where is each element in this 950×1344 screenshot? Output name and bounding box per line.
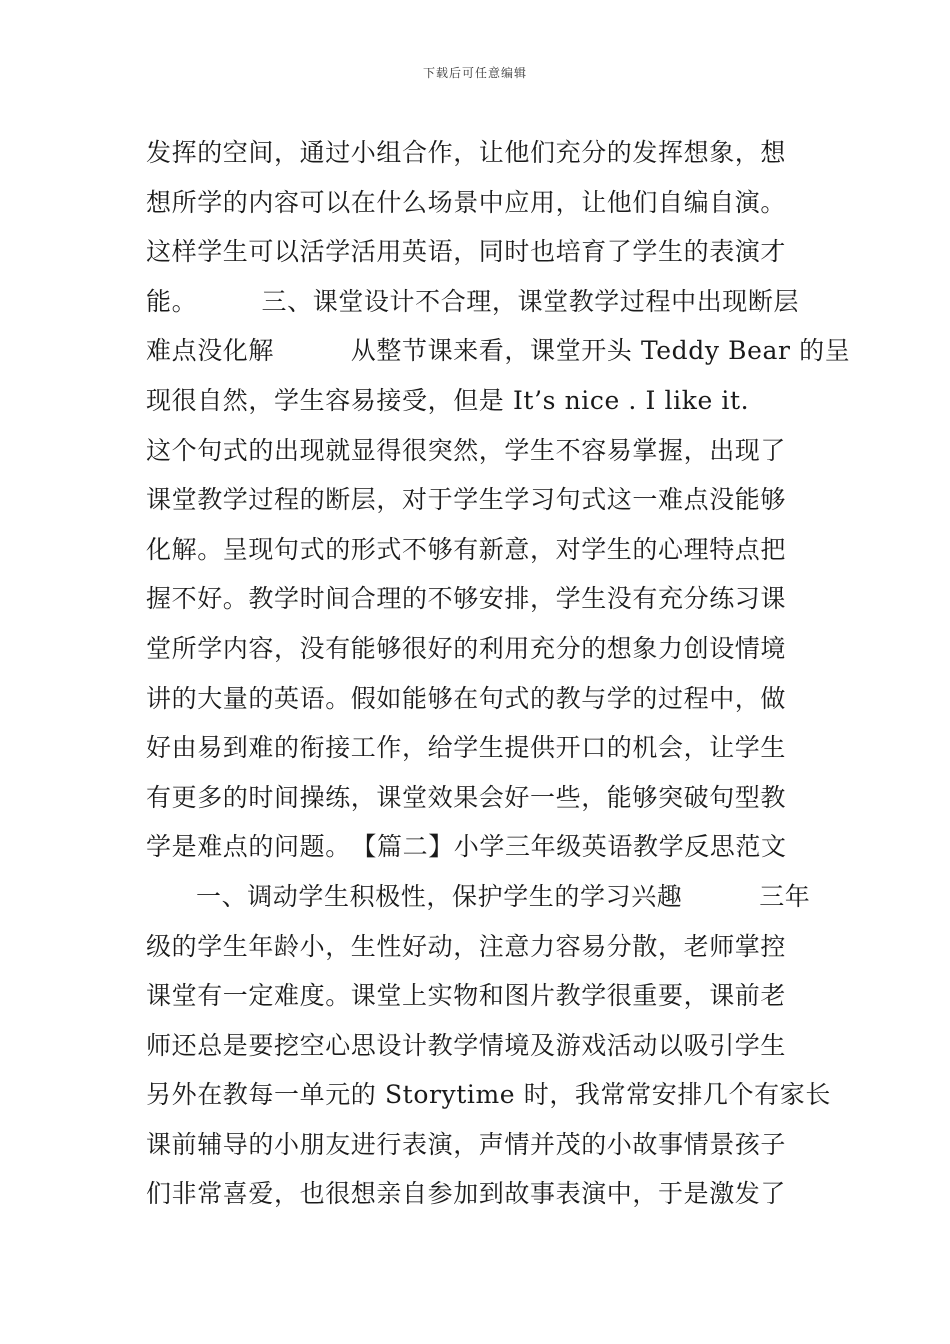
body-text [146,128,851,1219]
text-line: 课堂有一定难度。课堂上实物和图片教学很重要，课前老 [146,981,787,1011]
text-line: 现很自然，学生容易接受，但是 It’s nice . I like it. [146,385,750,415]
text-line: 堂所学内容，没有能够很好的利用充分的想象力创设情境 [146,633,787,663]
text-line: 学是难点的问题。 【篇二】小学三年级英语教学反思范文 [146,832,787,862]
text-line: 课堂教学过程的断层，对于学生学习句式这一难点没能够 [146,485,787,515]
text-line: 这个句式的出现就显得很突然，学生不容易掌握，出现了 [146,435,787,465]
text-line: 有更多的时间操练，课堂效果会好一些，能够突破句型教 [146,782,787,812]
text-line: 们非常喜爱，也很想亲自参加到故事表演中，于是激发了 [146,1179,787,1209]
text-line: 讲的大量的英语。假如能够在句式的教与学的过程中，做 [146,683,787,713]
page-header: 下载后可任意编辑 [422,66,527,80]
text-line: 发挥的空间，通过小组合作，让他们充分的发挥想象，想 [146,138,787,167]
text-line: 好由易到难的衔接工作，给学生提供开口的机会，让学生 [146,733,787,763]
text-line: 这样学生可以活学活用英语，同时也培育了学生的表演才 [146,237,787,267]
text-line: 想所学的内容可以在什么场景中应用，让他们自编自演。 [146,187,787,217]
text-line: 难点没化解 从整节课来看，课堂开头 Teddy Bear 的呈 [146,336,851,366]
text-line: 化解。呈现句式的形式不够有新意，对学生的心理特点把 [146,534,787,564]
text-line: 能。 三、课堂设计不合理，课堂教学过程中出现断层 [146,286,800,316]
text-line: 握不好。教学时间合理的不够安排，学生没有充分练习课 [146,584,787,614]
section-heading-line: 一、调动学生积极性，保护学生的学习兴趣 三年 [196,881,811,911]
text-line: 师还总是要挖空心思设计教学情境及游戏活动以吸引学生 [146,1030,787,1060]
text-line: 另外在教每一单元的 Storytime 时，我常常安排几个有家长 [146,1080,831,1110]
text-line: 课前辅导的小朋友进行表演，声情并茂的小故事情景孩子 [146,1129,787,1159]
text-line: 级的学生年龄小，生性好动，注意力容易分散，老师掌控 [146,931,787,961]
